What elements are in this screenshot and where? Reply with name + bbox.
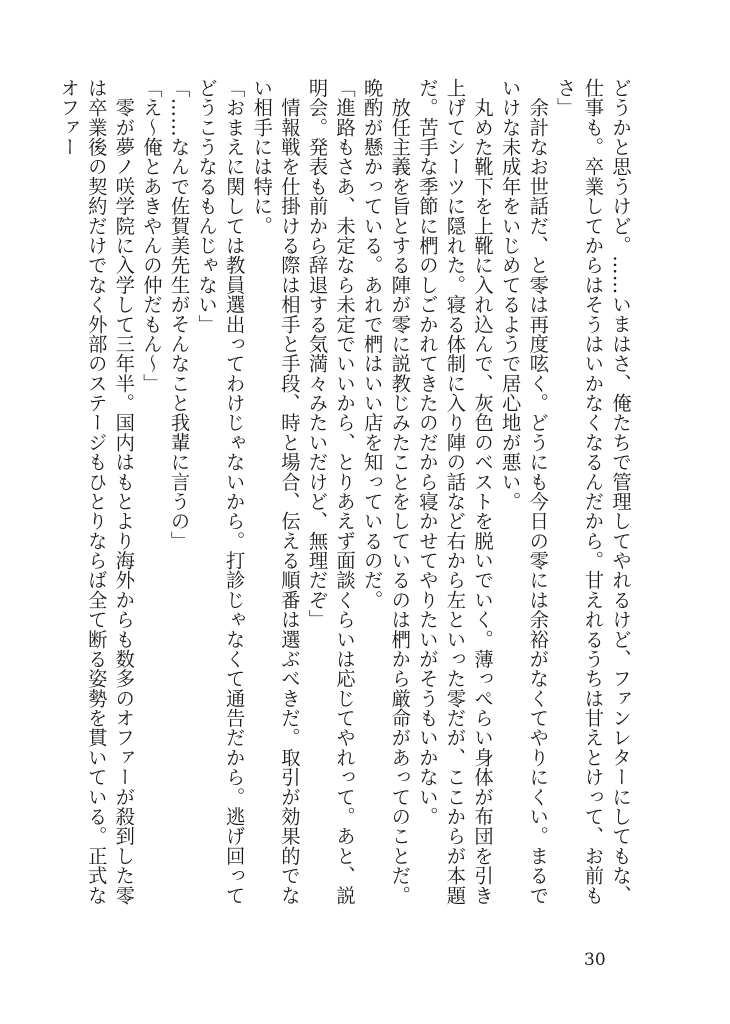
paragraph: 「……なんで佐賀美先生がそんなこと我輩に言うの」	[167, 78, 191, 551]
paragraph: 放任主義を旨とする陣が零に説教じみたことをしているのは椚から厳命があってのことだ。晩酌が懸かっている。あれで椚はいい店を知っているのだ。	[360, 78, 412, 905]
paragraph: 「え〜俺とあきやんの仲だもん〜」	[139, 78, 163, 394]
paragraph: 丸めた靴下を上靴に入れ込んで、灰色のベストを脱いでいく。薄っぺらい身体が布団を引き上げてシーツに隠れた。寝る体制に入り陣の話など右から左といった零だが、ここからが本題だ。苦手な季節に椚のしごかれてきたのだから寝かせてやりたいがそうもいかない。	[415, 78, 495, 905]
paragraph: 情報戦を仕掛ける際は相手と手段、時と場合、伝える順番は選ぶべきだ。取引が効果的でない相手には特に。	[250, 78, 301, 905]
paragraph: 余計なお世話だ、と零は再度呟く。どうにも今日の零には余裕がなくてやりにくい。まるでいけな未成年をいじめてるようで居心地が悪い。	[498, 78, 550, 905]
paragraph: 「進路もさあ、未定なら未定でいいから、とりあえず面談くらいは応じてやれって。あと、説明会。発表も前から辞退する気満々みたいだけど、無理だぞ」	[305, 78, 357, 905]
paragraph: どうかと思うけど。……いまはさ、俺たちで管理してやれるけど、ファンレターにしてもな、仕事も。卒業してからはそうはいかなくなるんだから。甘えれるうちは甘えとけって、お前もさ」	[553, 78, 632, 905]
page-number: 30	[584, 950, 606, 970]
paragraph: 零が夢ノ咲学院に入学して三年半。国内はもとより海外からも数多のオファーが殺到した零は卒業後の契約だけでなく外部のステージもひとりならば全て断る姿勢を貫いている。正式なオファー	[57, 78, 136, 905]
paragraph: 「おまえに関しては教員選出ってわけじゃないから。打診じゃなくて通告だから。逃げ回ってどうこうなるもんじゃない」	[195, 78, 246, 905]
vertical-body-text	[57, 78, 634, 924]
